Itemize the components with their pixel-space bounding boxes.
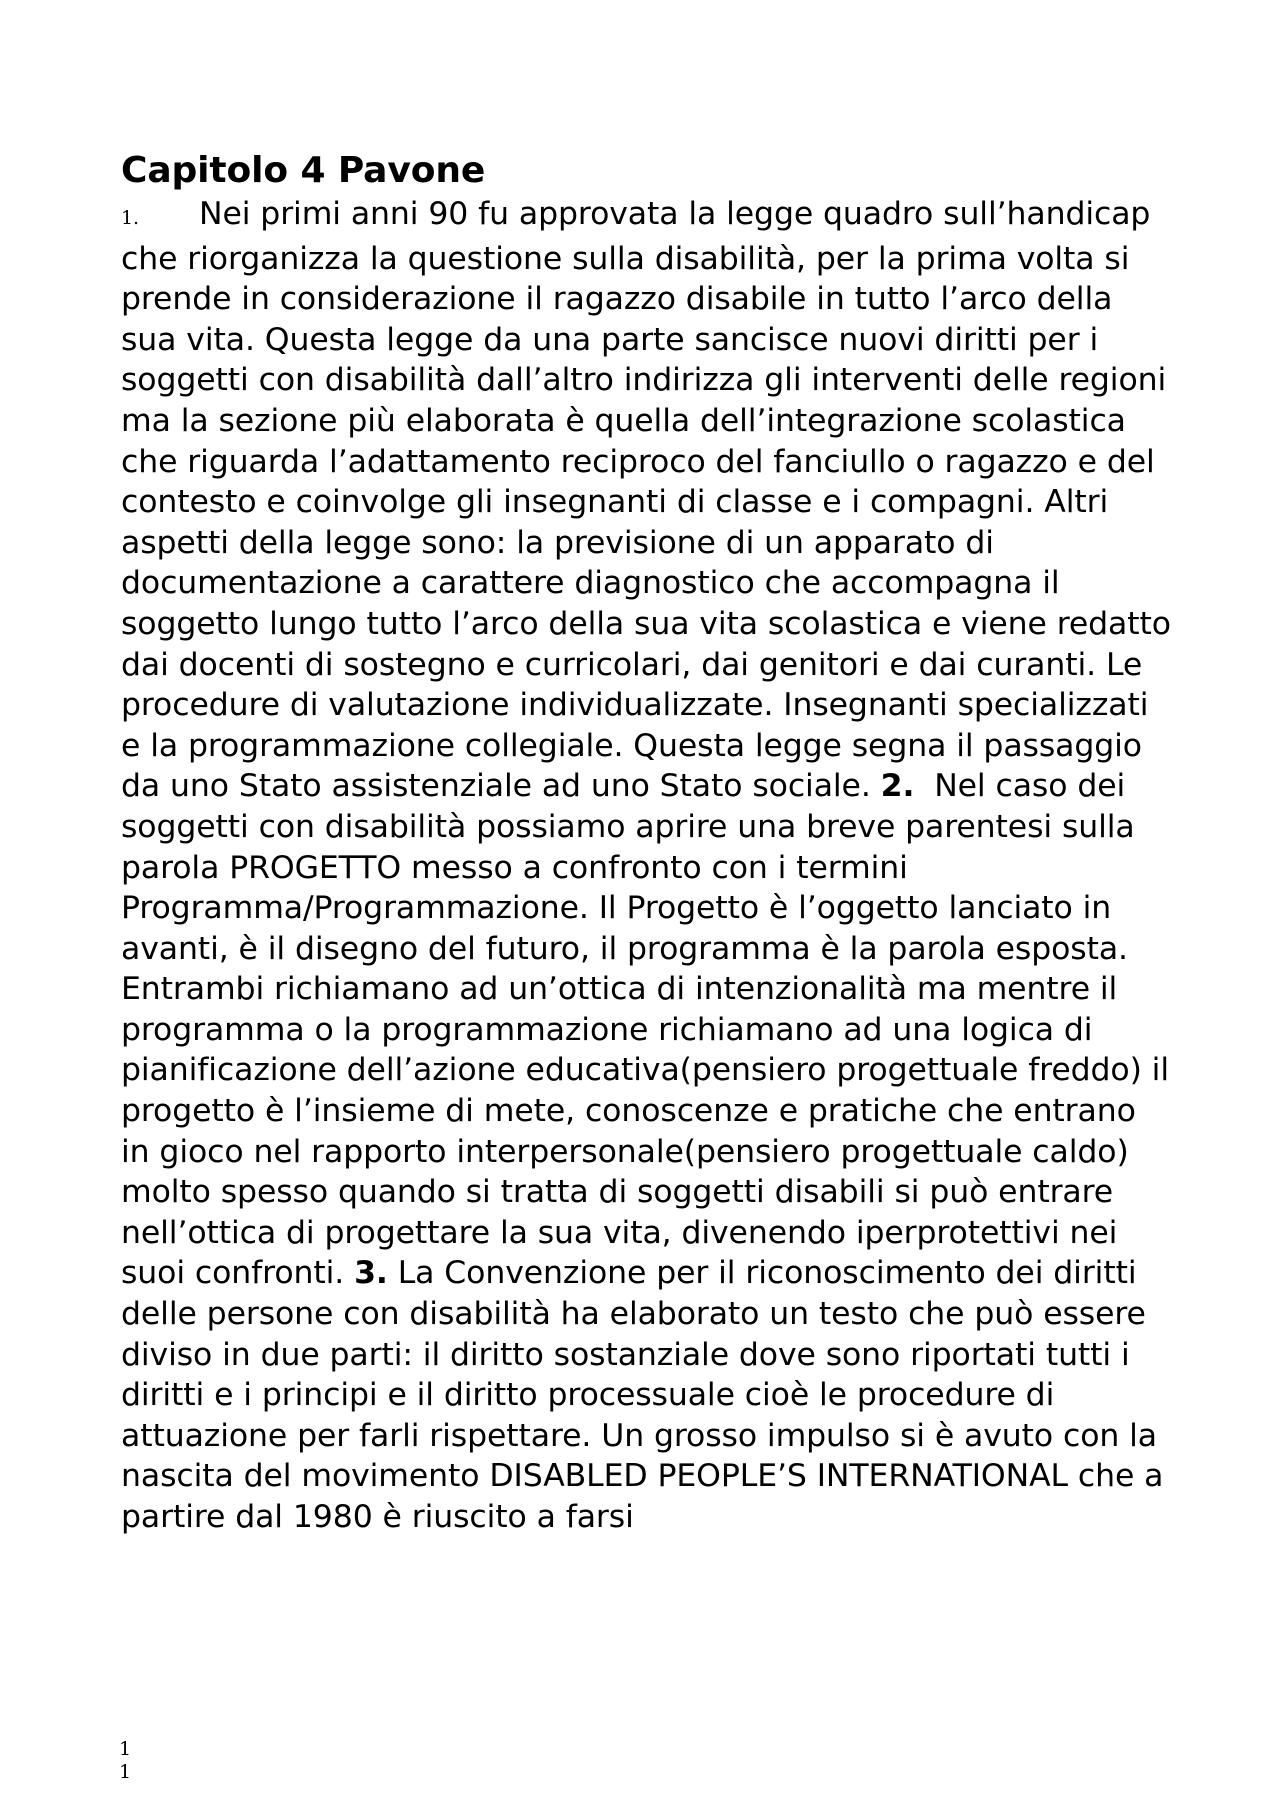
page-footer <box>119 1738 131 1784</box>
document-title: Capitolo 4 Pavone <box>121 150 486 191</box>
footer-line-1: 1 <box>119 1738 132 1760</box>
section-1-number: 1. <box>121 207 139 229</box>
section-3-text: La Convenzione per il riconoscimento dei diritti delle persone con disabilità ha elaborato un testo che può essere diviso in due parti: il diritto sostanziale dove sono riportati tutti i diritti e i principi e il diritto processuale cioè le procedure di attuazione per farli rispettare. Un grosso impulso si è avuto con la nascita del movimento DISABLED PEOPLE’S INTERNATIONAL che a partire dal 1980 è riuscito a farsi <box>121 1255 1164 1535</box>
document-body <box>121 148 1171 1538</box>
section-1-text: Nei primi anni 90 fu approvata la legge quadro sull’handicap che riorganizza la questione sulla disabilità, per la prima volta si prende in considerazione il ragazzo disabile in tutto l’arco della sua vita. Questa legge da una parte sancisce nuovi diritti per i soggetti con disabilità dall’altro indirizza gli interventi delle regioni ma la sezione più elaborata è quella dell’integrazione scolastica che riguarda l’adattamento reciproco del fanciullo o ragazzo e del contesto e coinvolge gli insegnanti di classe e i compagni. Altri aspetti della legge sono: la previsione di un apparato di documentazione a carattere diagnostico che accompagna il soggetto lungo tutto l’arco della sua vita scolastica e viene redatto dai docenti di sostegno e curricolari, dai genitori e dai curanti. Le procedure di valutazione individualizzate. Insegnanti specializzati e la programmazione collegiale. Questa legge segna il passaggio da uno Stato assistenziale ad uno Stato sociale. <box>121 196 1171 805</box>
section-2-number: 2. <box>880 768 915 805</box>
section-2-text: Nel caso dei soggetti con disabilità possiamo aprire una breve parentesi sulla parola PROGETTO messo a confronto con i termini Programma/Programmazione. Il Progetto è l’oggetto lanciato in avanti, è il disegno del futuro, il programma è la parola esposta. Entrambi richiamano ad un’ottica di intenzionalità ma mentre il programma o la programmazione richiamano ad una logica di pianificazione dell’azione educativa(pensiero progettuale freddo) il progetto è l’insieme di mete, conoscenze e pratiche che entrano in gioco nel rapporto interpersonale(pensiero progettuale caldo) molto spesso quando si tratta di soggetti disabili si può entrare nell’ottica di progettare la sua vita, divenendo iperprotettivi nei suoi confronti. <box>121 768 1169 1292</box>
section-3-number: 3. <box>354 1255 388 1292</box>
document-text <box>121 194 1171 1538</box>
footer-line-2: 1 <box>119 1761 132 1783</box>
